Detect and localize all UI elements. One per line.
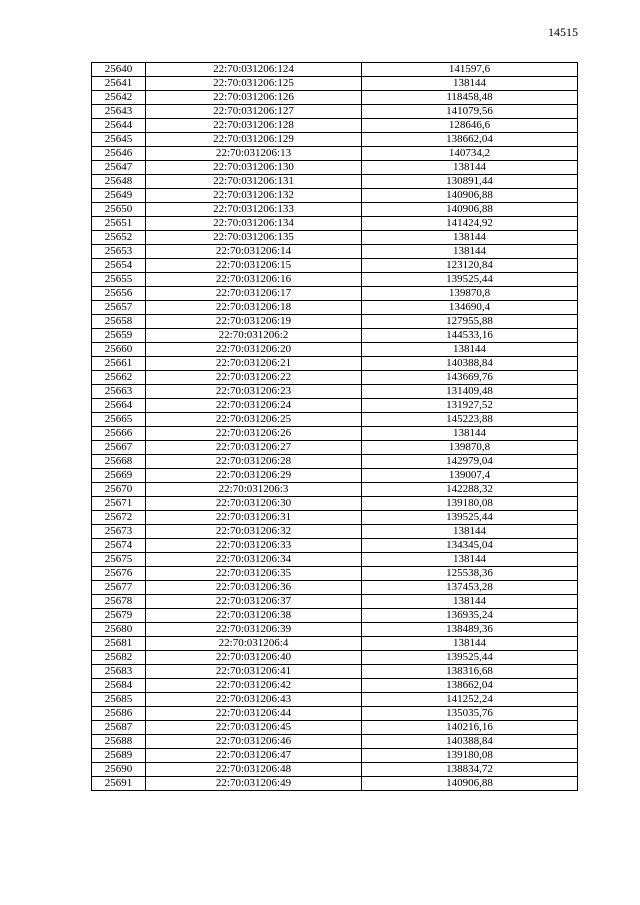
row-number-cell: 25647	[92, 161, 146, 175]
cadastral-number-cell: 22:70:031206:39	[146, 623, 362, 637]
table-row	[92, 777, 578, 791]
cadastral-value-cell: 131927,52	[362, 399, 578, 413]
cadastral-number-cell: 22:70:031206:31	[146, 511, 362, 525]
row-number-cell: 25674	[92, 539, 146, 553]
row-number-cell: 25682	[92, 651, 146, 665]
table-row	[92, 245, 578, 259]
row-number-cell: 25641	[92, 77, 146, 91]
cadastral-value-cell: 138144	[362, 343, 578, 357]
cadastral-number-cell: 22:70:031206:27	[146, 441, 362, 455]
cadastral-number-cell: 22:70:031206:124	[146, 63, 362, 77]
cadastral-number-cell: 22:70:031206:128	[146, 119, 362, 133]
cadastral-number-cell: 22:70:031206:33	[146, 539, 362, 553]
row-number-cell: 25671	[92, 497, 146, 511]
table-row	[92, 63, 578, 77]
cadastral-number-cell: 22:70:031206:34	[146, 553, 362, 567]
cadastral-value-cell: 139007,4	[362, 469, 578, 483]
cadastral-number-cell: 22:70:031206:129	[146, 133, 362, 147]
cadastral-number-cell: 22:70:031206:42	[146, 679, 362, 693]
table-row	[92, 469, 578, 483]
row-number-cell: 25681	[92, 637, 146, 651]
cadastral-value-cell: 138144	[362, 161, 578, 175]
table-row	[92, 371, 578, 385]
cadastral-value-cell: 138489,36	[362, 623, 578, 637]
table-body	[92, 63, 578, 791]
table-row	[92, 91, 578, 105]
cadastral-number-cell: 22:70:031206:30	[146, 497, 362, 511]
cadastral-number-cell: 22:70:031206:38	[146, 609, 362, 623]
row-number-cell: 25642	[92, 91, 146, 105]
cadastral-number-cell: 22:70:031206:14	[146, 245, 362, 259]
cadastral-number-cell: 22:70:031206:19	[146, 315, 362, 329]
cadastral-number-cell: 22:70:031206:18	[146, 301, 362, 315]
row-number-cell: 25653	[92, 245, 146, 259]
cadastral-value-cell: 134345,04	[362, 539, 578, 553]
cadastral-value-cell: 138144	[362, 553, 578, 567]
cadastral-number-cell: 22:70:031206:127	[146, 105, 362, 119]
cadastral-value-cell: 140388,84	[362, 735, 578, 749]
cadastral-number-cell: 22:70:031206:25	[146, 413, 362, 427]
cadastral-value-cell: 138834,72	[362, 763, 578, 777]
table-row	[92, 273, 578, 287]
cadastral-value-cell: 140734,2	[362, 147, 578, 161]
cadastral-value-cell: 138662,04	[362, 679, 578, 693]
cadastral-value-cell: 139870,8	[362, 441, 578, 455]
cadastral-value-cell: 145223,88	[362, 413, 578, 427]
cadastral-number-cell: 22:70:031206:3	[146, 483, 362, 497]
table-row	[92, 119, 578, 133]
row-number-cell: 25685	[92, 693, 146, 707]
cadastral-number-cell: 22:70:031206:134	[146, 217, 362, 231]
cadastral-number-cell: 22:70:031206:24	[146, 399, 362, 413]
row-number-cell: 25667	[92, 441, 146, 455]
table-row	[92, 665, 578, 679]
row-number-cell: 25669	[92, 469, 146, 483]
table-row	[92, 301, 578, 315]
cadastral-number-cell: 22:70:031206:21	[146, 357, 362, 371]
cadastral-value-cell: 143669,76	[362, 371, 578, 385]
table-row	[92, 399, 578, 413]
table-row	[92, 637, 578, 651]
table-row	[92, 231, 578, 245]
cadastral-value-table	[91, 62, 578, 791]
row-number-cell: 25655	[92, 273, 146, 287]
row-number-cell: 25663	[92, 385, 146, 399]
row-number-cell: 25678	[92, 595, 146, 609]
row-number-cell: 25646	[92, 147, 146, 161]
cadastral-value-cell: 141252,24	[362, 693, 578, 707]
cadastral-value-cell: 139180,08	[362, 749, 578, 763]
cadastral-number-cell: 22:70:031206:37	[146, 595, 362, 609]
cadastral-value-cell: 138144	[362, 595, 578, 609]
cadastral-number-cell: 22:70:031206:126	[146, 91, 362, 105]
cadastral-value-cell: 138144	[362, 525, 578, 539]
cadastral-number-cell: 22:70:031206:20	[146, 343, 362, 357]
table-row	[92, 539, 578, 553]
row-number-cell: 25665	[92, 413, 146, 427]
cadastral-number-cell: 22:70:031206:29	[146, 469, 362, 483]
table-row	[92, 259, 578, 273]
table-row	[92, 189, 578, 203]
cadastral-number-cell: 22:70:031206:15	[146, 259, 362, 273]
cadastral-value-cell: 136935,24	[362, 609, 578, 623]
row-number-cell: 25688	[92, 735, 146, 749]
cadastral-number-cell: 22:70:031206:43	[146, 693, 362, 707]
cadastral-value-cell: 139525,44	[362, 273, 578, 287]
row-number-cell: 25661	[92, 357, 146, 371]
table-row	[92, 567, 578, 581]
cadastral-value-cell: 135035,76	[362, 707, 578, 721]
table-row	[92, 77, 578, 91]
cadastral-value-cell: 134690,4	[362, 301, 578, 315]
table-row	[92, 133, 578, 147]
row-number-cell: 25687	[92, 721, 146, 735]
table-row	[92, 413, 578, 427]
cadastral-value-cell: 138144	[362, 245, 578, 259]
table-row	[92, 217, 578, 231]
cadastral-value-cell: 140216,16	[362, 721, 578, 735]
cadastral-value-cell: 140906,88	[362, 777, 578, 791]
table-row	[92, 329, 578, 343]
cadastral-value-cell: 141424,92	[362, 217, 578, 231]
cadastral-number-cell: 22:70:031206:133	[146, 203, 362, 217]
cadastral-number-cell: 22:70:031206:48	[146, 763, 362, 777]
table-row	[92, 707, 578, 721]
cadastral-value-cell: 138144	[362, 637, 578, 651]
row-number-cell: 25679	[92, 609, 146, 623]
row-number-cell: 25691	[92, 777, 146, 791]
cadastral-value-cell: 123120,84	[362, 259, 578, 273]
cadastral-number-cell: 22:70:031206:41	[146, 665, 362, 679]
cadastral-number-cell: 22:70:031206:36	[146, 581, 362, 595]
cadastral-number-cell: 22:70:031206:26	[146, 427, 362, 441]
table-row	[92, 623, 578, 637]
row-number-cell: 25666	[92, 427, 146, 441]
table-row	[92, 721, 578, 735]
row-number-cell: 25668	[92, 455, 146, 469]
row-number-cell: 25680	[92, 623, 146, 637]
cadastral-value-cell: 144533,16	[362, 329, 578, 343]
row-number-cell: 25652	[92, 231, 146, 245]
row-number-cell: 25690	[92, 763, 146, 777]
cadastral-value-cell: 140906,88	[362, 203, 578, 217]
row-number-cell: 25677	[92, 581, 146, 595]
cadastral-number-cell: 22:70:031206:125	[146, 77, 362, 91]
row-number-cell: 25654	[92, 259, 146, 273]
cadastral-value-cell: 130891,44	[362, 175, 578, 189]
cadastral-number-cell: 22:70:031206:32	[146, 525, 362, 539]
cadastral-number-cell: 22:70:031206:17	[146, 287, 362, 301]
table-row	[92, 203, 578, 217]
table-row	[92, 385, 578, 399]
cadastral-number-cell: 22:70:031206:130	[146, 161, 362, 175]
cadastral-number-cell: 22:70:031206:4	[146, 637, 362, 651]
table-row	[92, 595, 578, 609]
table-row	[92, 581, 578, 595]
cadastral-number-cell: 22:70:031206:13	[146, 147, 362, 161]
table-row	[92, 749, 578, 763]
cadastral-number-cell: 22:70:031206:35	[146, 567, 362, 581]
row-number-cell: 25686	[92, 707, 146, 721]
cadastral-value-cell: 141597,6	[362, 63, 578, 77]
table-row	[92, 679, 578, 693]
table-row	[92, 343, 578, 357]
cadastral-number-cell: 22:70:031206:47	[146, 749, 362, 763]
row-number-cell: 25650	[92, 203, 146, 217]
row-number-cell: 25645	[92, 133, 146, 147]
cadastral-value-cell: 139180,08	[362, 497, 578, 511]
cadastral-number-cell: 22:70:031206:132	[146, 189, 362, 203]
page-number: 14515	[548, 25, 578, 39]
table-row	[92, 651, 578, 665]
cadastral-number-cell: 22:70:031206:28	[146, 455, 362, 469]
cadastral-value-cell: 139525,44	[362, 511, 578, 525]
cadastral-value-cell: 138144	[362, 427, 578, 441]
cadastral-number-cell: 22:70:031206:45	[146, 721, 362, 735]
row-number-cell: 25643	[92, 105, 146, 119]
cadastral-number-cell: 22:70:031206:135	[146, 231, 362, 245]
table-row	[92, 763, 578, 777]
row-number-cell: 25689	[92, 749, 146, 763]
row-number-cell: 25676	[92, 567, 146, 581]
row-number-cell: 25670	[92, 483, 146, 497]
table-row	[92, 497, 578, 511]
cadastral-value-cell: 139870,8	[362, 287, 578, 301]
row-number-cell: 25649	[92, 189, 146, 203]
table-row	[92, 105, 578, 119]
cadastral-value-cell: 138662,04	[362, 133, 578, 147]
row-number-cell: 25662	[92, 371, 146, 385]
cadastral-value-cell: 142979,04	[362, 455, 578, 469]
cadastral-number-cell: 22:70:031206:44	[146, 707, 362, 721]
cadastral-value-cell: 140906,88	[362, 189, 578, 203]
row-number-cell: 25657	[92, 301, 146, 315]
table-row	[92, 161, 578, 175]
cadastral-value-cell: 138144	[362, 231, 578, 245]
cadastral-number-cell: 22:70:031206:131	[146, 175, 362, 189]
table-row	[92, 175, 578, 189]
row-number-cell: 25672	[92, 511, 146, 525]
table-row	[92, 147, 578, 161]
cadastral-value-cell: 140388,84	[362, 357, 578, 371]
table-row	[92, 609, 578, 623]
table-row	[92, 455, 578, 469]
table-row	[92, 315, 578, 329]
cadastral-value-cell: 127955,88	[362, 315, 578, 329]
cadastral-value-cell: 137453,28	[362, 581, 578, 595]
cadastral-number-cell: 22:70:031206:46	[146, 735, 362, 749]
row-number-cell: 25651	[92, 217, 146, 231]
table-row	[92, 357, 578, 371]
table-row	[92, 511, 578, 525]
table-row	[92, 287, 578, 301]
table-row	[92, 525, 578, 539]
cadastral-number-cell: 22:70:031206:2	[146, 329, 362, 343]
cadastral-value-cell: 142288,32	[362, 483, 578, 497]
cadastral-value-cell: 138144	[362, 77, 578, 91]
cadastral-value-cell: 125538,36	[362, 567, 578, 581]
cadastral-number-cell: 22:70:031206:23	[146, 385, 362, 399]
row-number-cell: 25659	[92, 329, 146, 343]
cadastral-value-cell: 139525,44	[362, 651, 578, 665]
row-number-cell: 25673	[92, 525, 146, 539]
table-row	[92, 441, 578, 455]
table-row	[92, 553, 578, 567]
row-number-cell: 25684	[92, 679, 146, 693]
cadastral-number-cell: 22:70:031206:22	[146, 371, 362, 385]
cadastral-value-cell: 131409,48	[362, 385, 578, 399]
row-number-cell: 25644	[92, 119, 146, 133]
cadastral-value-cell: 138316,68	[362, 665, 578, 679]
row-number-cell: 25664	[92, 399, 146, 413]
table-row	[92, 735, 578, 749]
table-row	[92, 483, 578, 497]
cadastral-number-cell: 22:70:031206:49	[146, 777, 362, 791]
cadastral-number-cell: 22:70:031206:40	[146, 651, 362, 665]
row-number-cell: 25658	[92, 315, 146, 329]
row-number-cell: 25660	[92, 343, 146, 357]
row-number-cell: 25656	[92, 287, 146, 301]
cadastral-number-cell: 22:70:031206:16	[146, 273, 362, 287]
row-number-cell: 25648	[92, 175, 146, 189]
row-number-cell: 25640	[92, 63, 146, 77]
row-number-cell: 25683	[92, 665, 146, 679]
cadastral-value-cell: 128646,6	[362, 119, 578, 133]
table-row	[92, 693, 578, 707]
table-row	[92, 427, 578, 441]
row-number-cell: 25675	[92, 553, 146, 567]
cadastral-value-cell: 118458,48	[362, 91, 578, 105]
cadastral-value-cell: 141079,56	[362, 105, 578, 119]
